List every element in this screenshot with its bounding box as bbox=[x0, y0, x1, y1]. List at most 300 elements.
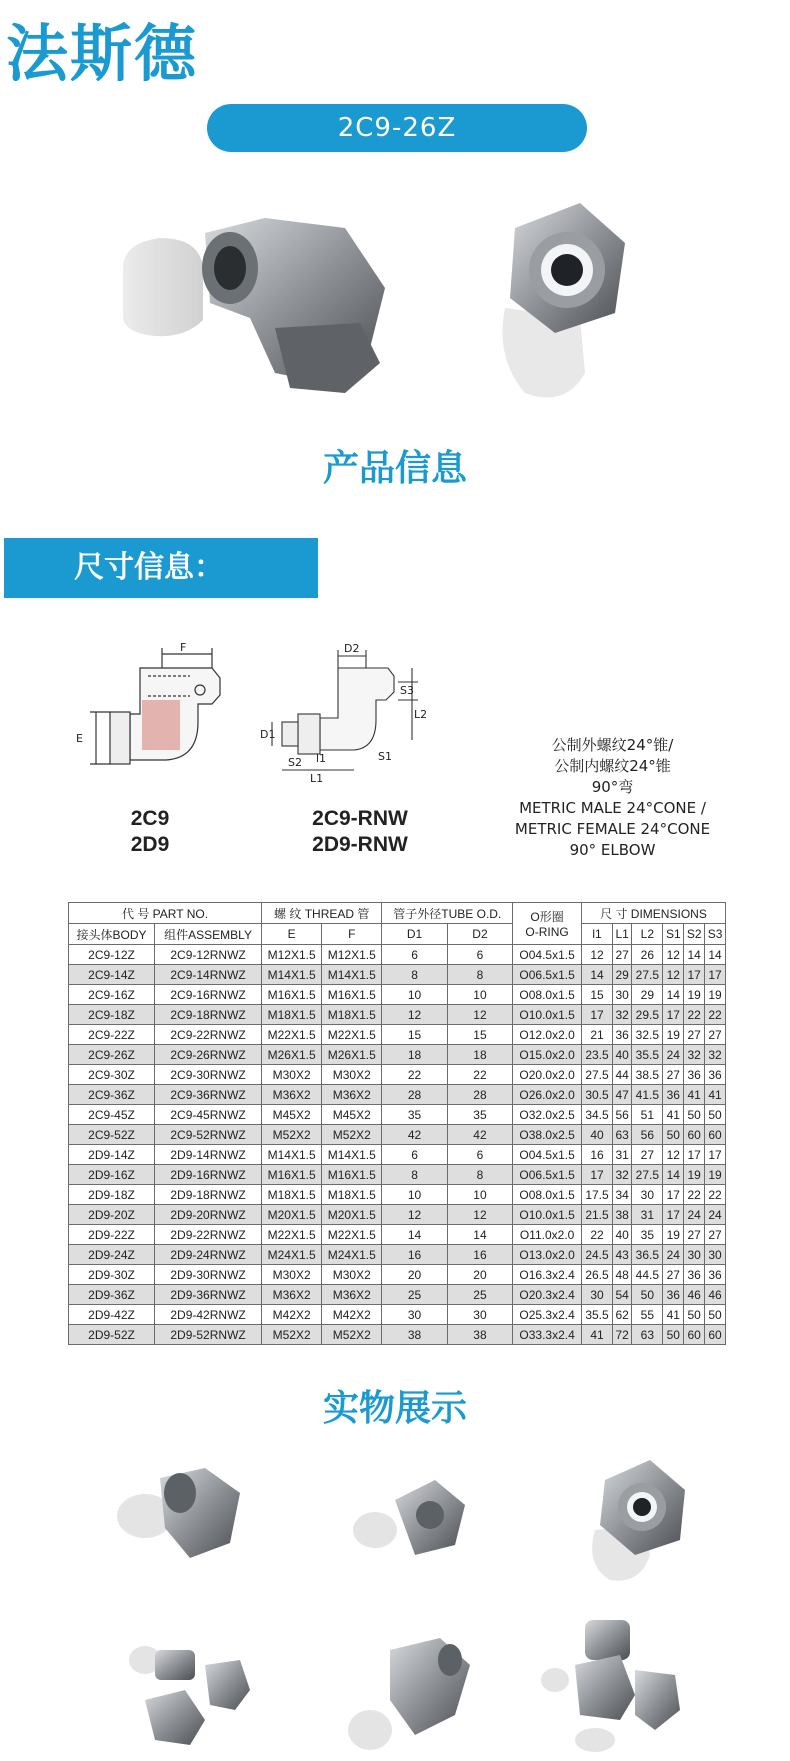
cell-s1: 24 bbox=[663, 1245, 684, 1265]
cell-l2: 30 bbox=[632, 1185, 663, 1205]
cell-assembly: 2C9-22RNWZ bbox=[155, 1025, 262, 1045]
group-header-tube-od: 管子外径TUBE O.D. bbox=[382, 903, 513, 924]
cell-f: M36X2 bbox=[322, 1285, 382, 1305]
cell-body: 2D9-42Z bbox=[69, 1305, 155, 1325]
cell-l1-small: 17.5 bbox=[581, 1185, 612, 1205]
table-row bbox=[69, 1065, 726, 1085]
product-photo-elbow-front bbox=[485, 198, 635, 408]
cell-assembly: 2D9-36RNWZ bbox=[155, 1285, 262, 1305]
cell-o-ring: O10.0x1.5 bbox=[513, 1205, 582, 1225]
cell-l1-small: 21.5 bbox=[581, 1205, 612, 1225]
cell-l1-small: 23.5 bbox=[581, 1045, 612, 1065]
cell-o-ring: O38.0x2.5 bbox=[513, 1125, 582, 1145]
section-title-product-info: 产品信息 bbox=[322, 448, 467, 489]
cell-o-ring: O04.5x1.5 bbox=[513, 945, 582, 965]
cell-s1: 27 bbox=[663, 1265, 684, 1285]
col-header-assembly: 组件ASSEMBLY bbox=[155, 924, 262, 945]
section-title-showcase: 实物展示 bbox=[322, 1388, 467, 1429]
cell-d1: 12 bbox=[382, 1005, 447, 1025]
cell-s3: 14 bbox=[705, 945, 726, 965]
cell-f: M16X1.5 bbox=[322, 985, 382, 1005]
cell-l1: 40 bbox=[613, 1045, 632, 1065]
cell-d1: 12 bbox=[382, 1205, 447, 1225]
cell-d2: 6 bbox=[447, 945, 512, 965]
group-header-thread: 螺 纹 THREAD 管 bbox=[262, 903, 382, 924]
group-header-part-no: 代 号 PART NO. bbox=[69, 903, 262, 924]
cell-d2: 42 bbox=[447, 1125, 512, 1145]
drawing-label-right: 2C9-RNW 2D9-RNW bbox=[312, 807, 408, 856]
cell-o-ring: O10.0x1.5 bbox=[513, 1005, 582, 1025]
cell-d2: 28 bbox=[447, 1085, 512, 1105]
showcase-photo-5 bbox=[345, 1630, 475, 1760]
cell-d1: 20 bbox=[382, 1265, 447, 1285]
cell-l2: 36.5 bbox=[632, 1245, 663, 1265]
cell-body: 2D9-16Z bbox=[69, 1165, 155, 1185]
cell-s3: 41 bbox=[705, 1085, 726, 1105]
cell-s3: 19 bbox=[705, 985, 726, 1005]
cell-l1: 38 bbox=[613, 1205, 632, 1225]
drawing-2c9-rnw bbox=[258, 640, 428, 790]
cell-l2: 32.5 bbox=[632, 1025, 663, 1045]
cell-s3: 50 bbox=[705, 1105, 726, 1125]
cell-l1: 34 bbox=[613, 1185, 632, 1205]
cell-e: M22X1.5 bbox=[262, 1225, 322, 1245]
cell-l1-small: 12 bbox=[581, 945, 612, 965]
cell-o-ring: O25.3x2.4 bbox=[513, 1305, 582, 1325]
table-row bbox=[69, 1285, 726, 1305]
cell-f: M16X1.5 bbox=[322, 1165, 382, 1185]
dim-label-l1-small: l1 bbox=[316, 752, 327, 765]
cell-d1: 8 bbox=[382, 965, 447, 985]
cell-l1: 43 bbox=[613, 1245, 632, 1265]
cell-body: 2D9-36Z bbox=[69, 1285, 155, 1305]
cell-e: M16X1.5 bbox=[262, 1165, 322, 1185]
cell-d2: 15 bbox=[447, 1025, 512, 1045]
group-header-dimensions: 尺 寸 DIMENSIONS bbox=[581, 903, 725, 924]
table-row bbox=[69, 1165, 726, 1185]
cell-s1: 12 bbox=[663, 1145, 684, 1165]
cell-f: M14X1.5 bbox=[322, 1145, 382, 1165]
cell-d2: 38 bbox=[447, 1325, 512, 1345]
cell-body: 2D9-22Z bbox=[69, 1225, 155, 1245]
dim-label-l2: L2 bbox=[414, 708, 428, 721]
cell-f: M14X1.5 bbox=[322, 965, 382, 985]
cell-l1-small: 17 bbox=[581, 1165, 612, 1185]
cell-s1: 36 bbox=[663, 1285, 684, 1305]
cell-d2: 6 bbox=[447, 1145, 512, 1165]
cell-l2: 35.5 bbox=[632, 1045, 663, 1065]
cell-s2: 46 bbox=[684, 1285, 705, 1305]
cell-l1-small: 35.5 bbox=[581, 1305, 612, 1325]
table-row bbox=[69, 1085, 726, 1105]
cell-s2: 19 bbox=[684, 985, 705, 1005]
cell-d2: 8 bbox=[447, 965, 512, 985]
table-row bbox=[69, 1245, 726, 1265]
cell-l1: 63 bbox=[613, 1125, 632, 1145]
table-row bbox=[69, 1225, 726, 1245]
showcase-photo-4 bbox=[125, 1640, 265, 1750]
dim-label-s2: S2 bbox=[288, 756, 302, 769]
cell-o-ring: O06.5x1.5 bbox=[513, 965, 582, 985]
cell-s2: 17 bbox=[684, 1145, 705, 1165]
cell-f: M42X2 bbox=[322, 1305, 382, 1325]
cell-o-ring: O11.0x2.0 bbox=[513, 1225, 582, 1245]
cell-s2: 50 bbox=[684, 1105, 705, 1125]
cell-o-ring: O13.0x2.0 bbox=[513, 1245, 582, 1265]
cell-l1-small: 21 bbox=[581, 1025, 612, 1045]
cell-d1: 38 bbox=[382, 1325, 447, 1345]
cell-f: M18X1.5 bbox=[322, 1185, 382, 1205]
cell-d1: 22 bbox=[382, 1065, 447, 1085]
cell-s2: 60 bbox=[684, 1125, 705, 1145]
cell-d2: 12 bbox=[447, 1205, 512, 1225]
cell-l1: 62 bbox=[613, 1305, 632, 1325]
cell-s2: 22 bbox=[684, 1005, 705, 1025]
cell-l1: 32 bbox=[613, 1005, 632, 1025]
cell-d2: 35 bbox=[447, 1105, 512, 1125]
table-row bbox=[69, 1105, 726, 1125]
cell-assembly: 2D9-14RNWZ bbox=[155, 1145, 262, 1165]
cell-l1: 56 bbox=[613, 1105, 632, 1125]
cell-d2: 10 bbox=[447, 985, 512, 1005]
cell-d1: 42 bbox=[382, 1125, 447, 1145]
table-row bbox=[69, 945, 726, 965]
cell-s1: 41 bbox=[663, 1105, 684, 1125]
cell-s3: 22 bbox=[705, 1185, 726, 1205]
table-row bbox=[69, 1045, 726, 1065]
table-row bbox=[69, 1205, 726, 1225]
table-row bbox=[69, 1025, 726, 1045]
cell-e: M42X2 bbox=[262, 1305, 322, 1325]
cell-body: 2C9-22Z bbox=[69, 1025, 155, 1045]
cell-l2: 51 bbox=[632, 1105, 663, 1125]
cell-e: M30X2 bbox=[262, 1265, 322, 1285]
cell-f: M30X2 bbox=[322, 1065, 382, 1085]
table-row bbox=[69, 1005, 726, 1025]
showcase-photo-2 bbox=[350, 1460, 470, 1570]
cell-d2: 8 bbox=[447, 1165, 512, 1185]
cell-s1: 27 bbox=[663, 1065, 684, 1085]
cell-l1-small: 22 bbox=[581, 1225, 612, 1245]
cell-l1: 36 bbox=[613, 1025, 632, 1045]
cell-d2: 16 bbox=[447, 1245, 512, 1265]
cell-o-ring: O20.0x2.0 bbox=[513, 1065, 582, 1085]
cell-assembly: 2D9-24RNWZ bbox=[155, 1245, 262, 1265]
cell-s1: 17 bbox=[663, 1205, 684, 1225]
table-row bbox=[69, 1125, 726, 1145]
cell-l1: 44 bbox=[613, 1065, 632, 1085]
cell-assembly: 2C9-45RNWZ bbox=[155, 1105, 262, 1125]
cell-s1: 50 bbox=[663, 1125, 684, 1145]
cell-f: M12X1.5 bbox=[322, 945, 382, 965]
cell-assembly: 2D9-22RNWZ bbox=[155, 1225, 262, 1245]
cell-f: M20X1.5 bbox=[322, 1205, 382, 1225]
cell-s3: 27 bbox=[705, 1225, 726, 1245]
table-column-header-row bbox=[69, 924, 726, 945]
cell-l2: 38.5 bbox=[632, 1065, 663, 1085]
cell-s1: 41 bbox=[663, 1305, 684, 1325]
cell-e: M30X2 bbox=[262, 1065, 322, 1085]
cell-e: M14X1.5 bbox=[262, 965, 322, 985]
cell-f: M24X1.5 bbox=[322, 1245, 382, 1265]
cell-f: M26X1.5 bbox=[322, 1045, 382, 1065]
cell-l1: 30 bbox=[613, 985, 632, 1005]
cell-s1: 19 bbox=[663, 1225, 684, 1245]
cell-d1: 14 bbox=[382, 1225, 447, 1245]
cell-assembly: 2C9-18RNWZ bbox=[155, 1005, 262, 1025]
cell-s3: 30 bbox=[705, 1245, 726, 1265]
cell-e: M26X1.5 bbox=[262, 1045, 322, 1065]
cell-d1: 18 bbox=[382, 1045, 447, 1065]
dim-label-f: F bbox=[180, 641, 187, 654]
col-header-s1: S1 bbox=[663, 924, 684, 945]
table-row bbox=[69, 1325, 726, 1345]
cell-s3: 17 bbox=[705, 965, 726, 985]
cell-o-ring: O06.5x1.5 bbox=[513, 1165, 582, 1185]
cell-l2: 31 bbox=[632, 1205, 663, 1225]
col-header-l2: L2 bbox=[632, 924, 663, 945]
cell-s2: 36 bbox=[684, 1065, 705, 1085]
cell-l2: 27 bbox=[632, 1145, 663, 1165]
cell-body: 2D9-20Z bbox=[69, 1205, 155, 1225]
cell-d1: 6 bbox=[382, 945, 447, 965]
cell-l2: 41.5 bbox=[632, 1085, 663, 1105]
cell-l2: 63 bbox=[632, 1325, 663, 1345]
cell-f: M36X2 bbox=[322, 1085, 382, 1105]
cell-l1: 72 bbox=[613, 1325, 632, 1345]
cell-l1-small: 16 bbox=[581, 1145, 612, 1165]
cell-s2: 19 bbox=[684, 1165, 705, 1185]
cell-d1: 15 bbox=[382, 1025, 447, 1045]
cell-f: M45X2 bbox=[322, 1105, 382, 1125]
cell-s3: 36 bbox=[705, 1265, 726, 1285]
cell-s2: 22 bbox=[684, 1185, 705, 1205]
cell-l1-small: 34.5 bbox=[581, 1105, 612, 1125]
cell-assembly: 2C9-52RNWZ bbox=[155, 1125, 262, 1145]
cell-l2: 56 bbox=[632, 1125, 663, 1145]
cell-s1: 24 bbox=[663, 1045, 684, 1065]
cell-s2: 32 bbox=[684, 1045, 705, 1065]
cell-s2: 50 bbox=[684, 1305, 705, 1325]
cell-l2: 29 bbox=[632, 985, 663, 1005]
cell-s3: 27 bbox=[705, 1025, 726, 1045]
cell-s1: 17 bbox=[663, 1185, 684, 1205]
cell-body: 2C9-14Z bbox=[69, 965, 155, 985]
cell-d1: 30 bbox=[382, 1305, 447, 1325]
col-header-s3: S3 bbox=[705, 924, 726, 945]
product-description: 公制外螺纹24°锥/ 公制内螺纹24°锥 90°弯 METRIC MALE 24°CONE / METRIC FEMALE 24°CONE 90° ELBOW bbox=[514, 736, 711, 859]
col-header-s2: S2 bbox=[684, 924, 705, 945]
table-row bbox=[69, 1145, 726, 1165]
cell-s1: 36 bbox=[663, 1085, 684, 1105]
cell-l2: 27.5 bbox=[632, 965, 663, 985]
cell-s2: 17 bbox=[684, 965, 705, 985]
cell-s3: 36 bbox=[705, 1065, 726, 1085]
cell-d1: 35 bbox=[382, 1105, 447, 1125]
cell-f: M30X2 bbox=[322, 1265, 382, 1285]
cell-s1: 19 bbox=[663, 1025, 684, 1045]
cell-d1: 10 bbox=[382, 985, 447, 1005]
cell-d2: 22 bbox=[447, 1065, 512, 1085]
cell-l1: 40 bbox=[613, 1225, 632, 1245]
table-row bbox=[69, 985, 726, 1005]
cell-d1: 10 bbox=[382, 1185, 447, 1205]
dim-label-d2: D2 bbox=[344, 642, 360, 655]
cell-assembly: 2D9-18RNWZ bbox=[155, 1185, 262, 1205]
drawing-2c9 bbox=[70, 640, 230, 790]
cell-s2: 41 bbox=[684, 1085, 705, 1105]
cell-l2: 44.5 bbox=[632, 1265, 663, 1285]
cell-d2: 10 bbox=[447, 1185, 512, 1205]
cell-l1: 31 bbox=[613, 1145, 632, 1165]
cell-f: M22X1.5 bbox=[322, 1025, 382, 1045]
cell-e: M52X2 bbox=[262, 1125, 322, 1145]
cell-s2: 24 bbox=[684, 1205, 705, 1225]
showcase-photo-6 bbox=[535, 1610, 695, 1760]
cell-e: M52X2 bbox=[262, 1325, 322, 1345]
cell-s3: 17 bbox=[705, 1145, 726, 1165]
cell-o-ring: O16.3x2.4 bbox=[513, 1265, 582, 1285]
cell-body: 2C9-18Z bbox=[69, 1005, 155, 1025]
cell-f: M52X2 bbox=[322, 1125, 382, 1145]
cell-s1: 12 bbox=[663, 945, 684, 965]
showcase-photo-3 bbox=[580, 1455, 700, 1585]
cell-o-ring: O15.0x2.0 bbox=[513, 1045, 582, 1065]
cell-body: 2D9-24Z bbox=[69, 1245, 155, 1265]
cell-o-ring: O26.0x2.0 bbox=[513, 1085, 582, 1105]
col-header-body: 接头体BODY bbox=[69, 924, 155, 945]
cell-d1: 16 bbox=[382, 1245, 447, 1265]
cell-o-ring: O08.0x1.5 bbox=[513, 985, 582, 1005]
cell-o-ring: O32.0x2.5 bbox=[513, 1105, 582, 1125]
cell-body: 2C9-30Z bbox=[69, 1065, 155, 1085]
cell-s2: 30 bbox=[684, 1245, 705, 1265]
cell-e: M18X1.5 bbox=[262, 1005, 322, 1025]
cell-s1: 17 bbox=[663, 1005, 684, 1025]
product-photo-elbow-side bbox=[115, 198, 405, 408]
showcase-photo-1 bbox=[110, 1458, 260, 1568]
cell-l1: 29 bbox=[613, 965, 632, 985]
cell-s2: 27 bbox=[684, 1025, 705, 1045]
cell-l1-small: 24.5 bbox=[581, 1245, 612, 1265]
cell-s3: 46 bbox=[705, 1285, 726, 1305]
dim-label-e: E bbox=[76, 732, 83, 745]
cell-d2: 14 bbox=[447, 1225, 512, 1245]
table-row bbox=[69, 1305, 726, 1325]
cell-d1: 25 bbox=[382, 1285, 447, 1305]
cell-assembly: 2D9-16RNWZ bbox=[155, 1165, 262, 1185]
cell-s3: 22 bbox=[705, 1005, 726, 1025]
group-header-o-ring: O形圈 O-RING bbox=[513, 903, 582, 945]
cell-e: M20X1.5 bbox=[262, 1205, 322, 1225]
cell-s2: 14 bbox=[684, 945, 705, 965]
cell-d2: 30 bbox=[447, 1305, 512, 1325]
dim-label-l1: L1 bbox=[310, 772, 324, 785]
cell-l2: 35 bbox=[632, 1225, 663, 1245]
cell-assembly: 2C9-30RNWZ bbox=[155, 1065, 262, 1085]
cell-l1-small: 27.5 bbox=[581, 1065, 612, 1085]
model-pill: 2C9-26Z bbox=[207, 104, 587, 152]
cell-f: M18X1.5 bbox=[322, 1005, 382, 1025]
brand-logo-text: 法斯德 bbox=[6, 17, 199, 90]
cell-l1-small: 30.5 bbox=[581, 1085, 612, 1105]
section-banner-dimension-info: 尺寸信息： bbox=[4, 538, 318, 598]
cell-s3: 60 bbox=[705, 1125, 726, 1145]
spec-table bbox=[68, 902, 726, 1345]
cell-body: 2C9-16Z bbox=[69, 985, 155, 1005]
cell-body: 2C9-12Z bbox=[69, 945, 155, 965]
cell-s2: 60 bbox=[684, 1325, 705, 1345]
cell-assembly: 2D9-42RNWZ bbox=[155, 1305, 262, 1325]
cell-f: M22X1.5 bbox=[322, 1225, 382, 1245]
cell-s1: 14 bbox=[663, 985, 684, 1005]
cell-e: M45X2 bbox=[262, 1105, 322, 1125]
cell-l1-small: 17 bbox=[581, 1005, 612, 1025]
cell-assembly: 2C9-12RNWZ bbox=[155, 945, 262, 965]
cell-l2: 55 bbox=[632, 1305, 663, 1325]
cell-d2: 25 bbox=[447, 1285, 512, 1305]
cell-d1: 8 bbox=[382, 1165, 447, 1185]
cell-l1-small: 41 bbox=[581, 1325, 612, 1345]
cell-l1-small: 40 bbox=[581, 1125, 612, 1145]
col-header-l1-small: l1 bbox=[581, 924, 612, 945]
dim-label-s3: S3 bbox=[400, 684, 414, 697]
cell-s3: 50 bbox=[705, 1305, 726, 1325]
cell-l2: 27.5 bbox=[632, 1165, 663, 1185]
col-header-d1: D1 bbox=[382, 924, 447, 945]
cell-l1: 27 bbox=[613, 945, 632, 965]
cell-body: 2C9-36Z bbox=[69, 1085, 155, 1105]
table-row bbox=[69, 965, 726, 985]
cell-e: M36X2 bbox=[262, 1285, 322, 1305]
cell-s1: 14 bbox=[663, 1165, 684, 1185]
table-group-header-row bbox=[69, 903, 726, 924]
cell-e: M18X1.5 bbox=[262, 1185, 322, 1205]
table-row bbox=[69, 1265, 726, 1285]
cell-body: 2D9-30Z bbox=[69, 1265, 155, 1285]
cell-l1-small: 26.5 bbox=[581, 1265, 612, 1285]
cell-l1-small: 30 bbox=[581, 1285, 612, 1305]
cell-l2: 29.5 bbox=[632, 1005, 663, 1025]
dim-label-s1: S1 bbox=[378, 750, 392, 763]
cell-e: M36X2 bbox=[262, 1085, 322, 1105]
dim-label-d1: D1 bbox=[260, 728, 276, 741]
cell-assembly: 2D9-20RNWZ bbox=[155, 1205, 262, 1225]
cell-s3: 60 bbox=[705, 1325, 726, 1345]
cell-body: 2D9-14Z bbox=[69, 1145, 155, 1165]
cell-o-ring: O04.5x1.5 bbox=[513, 1145, 582, 1165]
cell-e: M14X1.5 bbox=[262, 1145, 322, 1165]
cell-o-ring: O33.3x2.4 bbox=[513, 1325, 582, 1345]
cell-s1: 12 bbox=[663, 965, 684, 985]
cell-l1: 54 bbox=[613, 1285, 632, 1305]
cell-assembly: 2C9-16RNWZ bbox=[155, 985, 262, 1005]
cell-s2: 36 bbox=[684, 1265, 705, 1285]
cell-d2: 18 bbox=[447, 1045, 512, 1065]
table-row bbox=[69, 1185, 726, 1205]
cell-body: 2C9-52Z bbox=[69, 1125, 155, 1145]
col-header-l1: L1 bbox=[613, 924, 632, 945]
cell-d1: 6 bbox=[382, 1145, 447, 1165]
cell-d1: 28 bbox=[382, 1085, 447, 1105]
cell-f: M52X2 bbox=[322, 1325, 382, 1345]
cell-l1: 32 bbox=[613, 1165, 632, 1185]
cell-s2: 27 bbox=[684, 1225, 705, 1245]
drawing-label-left: 2C9 2D9 bbox=[130, 807, 170, 856]
cell-assembly: 2D9-30RNWZ bbox=[155, 1265, 262, 1285]
col-header-d2: D2 bbox=[447, 924, 512, 945]
cell-l1: 47 bbox=[613, 1085, 632, 1105]
